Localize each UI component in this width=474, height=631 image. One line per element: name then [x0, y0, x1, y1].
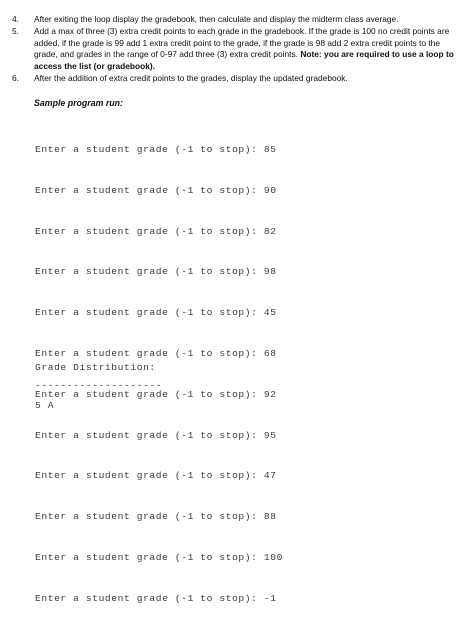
instruction-item-6	[12, 73, 464, 85]
instruction-note: Note: you are required to use a loop to access the list (or gradebook).	[34, 49, 454, 71]
instruction-item-4	[12, 14, 464, 26]
grade-distribution-divider: --------------------	[35, 380, 163, 391]
console-line: Enter a student grade (-1 to stop): 92	[35, 388, 277, 400]
console-line: Enter a student grade (-1 to stop): 68	[35, 347, 277, 359]
console-line: Enter a student grade (-1 to stop): 100	[35, 551, 283, 563]
instruction-body: After the addition of extra credit points to the grades, display the updated gradebook.	[34, 72, 348, 83]
instructions-list	[12, 14, 464, 85]
grade-distribution-row: 5 A	[35, 400, 55, 411]
sample-run-heading: Sample program run:	[34, 98, 123, 108]
console-line: Enter a student grade (-1 to stop): 88	[35, 511, 277, 523]
instruction-number: 5.	[12, 25, 19, 36]
instruction-text	[34, 14, 464, 26]
console-line: Enter a student grade (-1 to stop): 85	[35, 144, 277, 155]
instruction-text	[34, 73, 464, 85]
console-line: Enter a student grade (-1 to stop): 47	[35, 470, 277, 482]
console-line: Enter a student grade (-1 to stop): 98	[35, 266, 277, 278]
console-line: Enter a student grade (-1 to stop): -1	[35, 592, 277, 604]
instruction-number: 6.	[12, 72, 19, 83]
instruction-text	[34, 26, 464, 72]
console-output	[35, 119, 283, 631]
instruction-number: 4.	[12, 14, 19, 24]
console-line: Enter a student grade (-1 to stop): 95	[35, 429, 277, 441]
instruction-body: After exiting the loop display the gradebook, then calculate and display the midterm class average.	[34, 14, 399, 24]
console-line: Enter a student grade (-1 to stop): 45	[35, 307, 277, 319]
console-line: Enter a student grade (-1 to stop): 90	[35, 184, 277, 196]
instruction-body: Add a max of three (3) extra credit points to each grade in the gradebook. If the grade is 100 no credit points are added, if the grade is 99 add 1 extra credit point to the grade, if the grade is 98 add 2 extra credit points to the grade, and grades in the range of 0-97 add three (3) extra credit points.	[34, 25, 450, 60]
instruction-item-5	[12, 26, 464, 72]
grade-distribution-heading: Grade Distribution:	[35, 362, 156, 373]
console-line: Enter a student grade (-1 to stop): 82	[35, 225, 277, 237]
